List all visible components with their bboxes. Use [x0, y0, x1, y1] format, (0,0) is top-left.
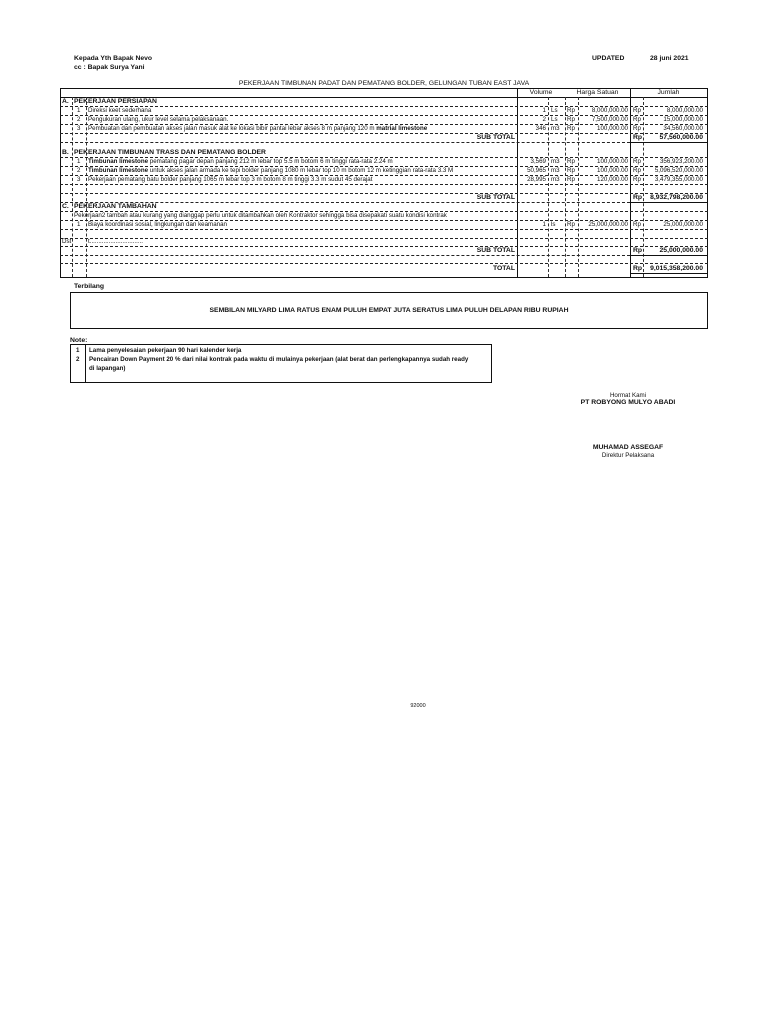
updated-label: UPDATED: [592, 55, 625, 62]
company-name: PT ROBYONG MULYO ABADI: [580, 399, 676, 406]
subtotal-label: SUB TOTAL: [476, 134, 515, 141]
row-no: 2: [77, 167, 81, 174]
subtotal-rp: Rp: [633, 134, 643, 141]
column-header-volume: Volume: [529, 89, 553, 96]
document-title: PEKERJAAN TIMBUNAN PADAT DAN PEMATANG BOLDER, GELUNGAN TUBAN EAST JAVA: [238, 80, 530, 87]
recipient: Kepada Yth Bapak Nevo: [74, 55, 153, 62]
row-unit: m3: [551, 125, 560, 132]
row-jumlah: 3,479,355,000.00: [654, 176, 703, 183]
row-harga: 7,500,000.00: [591, 116, 628, 123]
row-no: 1: [77, 107, 81, 114]
note-text: Lama penyelesaian pekerjaan 90 hari kalender kerja: [89, 347, 242, 354]
note-no: 2: [76, 356, 80, 363]
total-rp: Rp: [633, 265, 643, 272]
terbilang-box: [70, 292, 708, 329]
row-unit: Ls: [551, 116, 558, 123]
cc-line: cc : Bapak Surya Yani: [74, 64, 145, 71]
subtotal-label: SUB TOTAL: [476, 247, 515, 254]
row-jumlah: 34,560,000.00: [663, 125, 703, 132]
note-text: Pencairan Down Payment 20 % dari nilai kontrak pada waktu di mulainya pekerjaan (alat berat dan perlengkapannya sudah ready: [89, 356, 469, 363]
note-no: 1: [76, 347, 80, 354]
row-unit: Ls: [551, 107, 558, 114]
section-b-letter: B.: [62, 149, 69, 156]
row-rp: Rp: [567, 116, 575, 123]
row-volume: 3,569: [530, 158, 546, 165]
row-volume: 2: [542, 116, 546, 123]
row-jumlah: 8,000,000.00: [666, 107, 703, 114]
section-c-title: PEKERJAAN TAMBAHAN: [74, 203, 157, 210]
row-no: 1: [77, 158, 81, 165]
notes-label: Note:: [70, 337, 88, 344]
row-jumlah: 356,923,200.00: [659, 158, 703, 165]
subtotal-value: 57,560,000.00: [659, 134, 703, 141]
row-harga: 100,000.00: [597, 158, 628, 165]
row-harga: 120,000.00: [597, 176, 628, 183]
row-rp2: Rp: [633, 107, 641, 114]
row-desc: Pembuatan dan pembuatan akses jalan masuk alat ke lokasi bibir pantai lebar akses 8 m panjang 120 m matrial limestone: [88, 125, 428, 132]
subtotal-label: SUB TOTAL: [476, 194, 515, 201]
subtotal-rp: Rp: [633, 194, 643, 201]
note-text-cont: di lapangan): [89, 365, 126, 372]
row-jumlah: 5,096,520,000.00: [654, 167, 703, 174]
terbilang-text: SEMBILAN MILYARD LIMA RATUS ENAM PULUH EMPAT JUTA SERATUS LIMA PULUH DELAPAN RIBU RUPIAH: [209, 307, 569, 314]
row-rp2: Rp: [633, 116, 641, 123]
row-no: 3: [77, 125, 81, 132]
row-desc: Timbunan limestone pematang pagar depan panjang 212 m lebar top 5.5 m botom 6 m tinggi rata-rata 2.24 m: [88, 158, 393, 165]
row-no: 2: [77, 116, 81, 123]
row-rp2: Rp: [633, 158, 641, 165]
subtotal-value: 8,932,798,200.00: [650, 194, 703, 201]
section-c-intro: Pekerjaan2 tambah atau kurang yang dianggap perlu untuk ditambahkan oleh Kontraktor sehingga bisa disepakati suatu kondisi kontrak: [74, 212, 447, 219]
row-rp2: Rp: [633, 176, 641, 183]
signatory-position: Direktur Pelaksana: [601, 452, 655, 459]
row-rp2: Rp: [633, 125, 641, 132]
section-b-title: PEKERJAAN TIMBUNAN TRASS DAN PEMATANG BOLDER: [74, 149, 266, 156]
row-harga: 8,000,000.00: [591, 107, 628, 114]
row-jumlah: 15,000,000.00: [663, 116, 703, 123]
date: 28 juni 2021: [650, 55, 689, 62]
total-value: 9,015,358,200.00: [650, 265, 703, 272]
row-desc: Biaya koordinasi sosial, lingkungan dan keamanan: [88, 221, 227, 228]
subtotal-value: 25,000,000.00: [659, 247, 703, 254]
section-a-title: PEKERJAAN PERSIAPAN: [74, 98, 157, 105]
row-volume: 1: [542, 221, 546, 228]
row-volume: 28,995: [527, 176, 546, 183]
column-header-jumlah: Jumlah: [657, 89, 680, 96]
row-rp: Rp: [567, 158, 575, 165]
row-unit: m3: [551, 167, 560, 174]
row-rp: Rp: [567, 176, 575, 183]
row-unit: m3: [551, 176, 560, 183]
row-harga: 100,000.00: [597, 167, 628, 174]
row-rp2: Rp: [633, 167, 641, 174]
subtotal-rp: Rp: [633, 247, 643, 254]
row-desc: Pengukuran ulang, ukur level selama pelaksanaan.: [88, 116, 229, 123]
row-harga: 100,000.00: [597, 125, 628, 132]
row-rp: Rp: [567, 221, 575, 228]
row-rp: Rp: [567, 125, 575, 132]
row-volume: 1: [542, 107, 546, 114]
notes-box: [70, 344, 492, 383]
column-header-harga: Harga Satuan: [576, 89, 619, 96]
row-desc: Timbunan limestone untuk akses jalan armada ke tepi bolder panjang 1080 m lebar top 10 m botom 12 m ketinggian rata-rata 3.3 M: [88, 167, 454, 174]
row-jumlah: 25,000,000.00: [663, 221, 703, 228]
row-unit: m3: [551, 158, 560, 165]
row-no: 1: [77, 221, 81, 228]
total-label: TOTAL: [492, 265, 515, 272]
dst-placeholder: t...............................: [88, 238, 144, 245]
row-volume: 346: [535, 125, 546, 132]
section-a-letter: A.: [62, 98, 69, 105]
section-c-letter: C.: [62, 203, 69, 210]
row-no: 3: [77, 176, 81, 183]
dst-label: Dst: [62, 238, 72, 245]
row-desc: Pekerjaan pematang batu bolder panjang 1065 m lebar top 3 m botom 8 m tinggi 3.3 m sudut 45 derajat: [88, 176, 373, 183]
hormat-kami: Hormat Kami: [609, 392, 647, 399]
row-desc: Direksi keet sederhana: [88, 107, 152, 114]
row-volume: 50,965: [527, 167, 546, 174]
row-rp: Rp: [567, 107, 575, 114]
page-number: 92000: [410, 703, 426, 709]
row-harga: 25,000,000.00: [588, 221, 628, 228]
row-rp2: Rp: [633, 221, 641, 228]
signatory-name: MUHAMAD ASSEGAF: [592, 444, 664, 451]
terbilang-label: Terbilang: [74, 283, 105, 290]
row-unit: ls: [551, 221, 556, 228]
row-rp: Rp: [567, 167, 575, 174]
